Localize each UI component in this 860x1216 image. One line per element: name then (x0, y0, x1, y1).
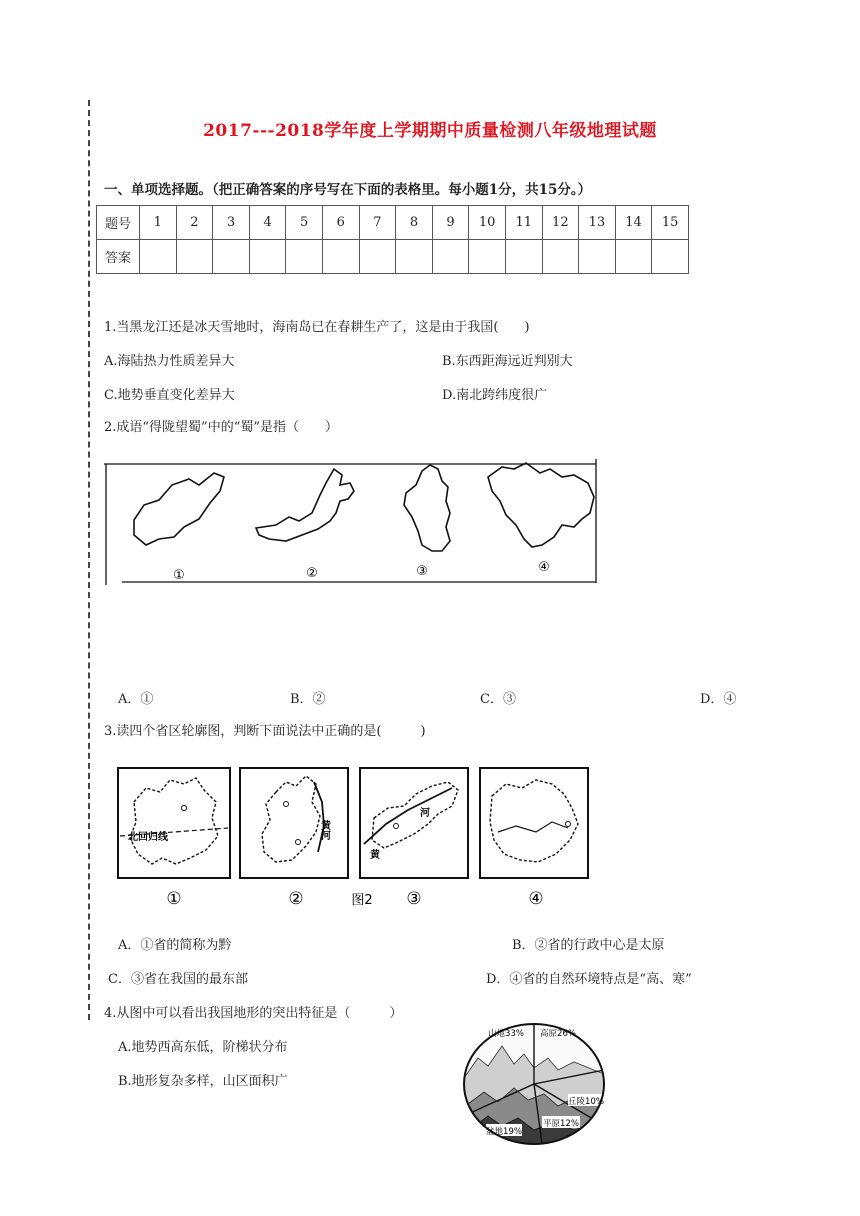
answer-cell[interactable] (542, 240, 579, 274)
map-number-label: ① (166, 889, 182, 909)
answer-cell[interactable] (396, 240, 433, 274)
answer-cell[interactable] (286, 240, 323, 274)
outline-label: ③ (416, 564, 428, 579)
table-cell: 11 (505, 206, 542, 240)
answer-cell[interactable] (579, 240, 616, 274)
table-cell: 14 (615, 206, 652, 240)
pie-label-plateau: 高原26% (540, 1029, 576, 1039)
question-3-stem: 3.读四个省区轮廓图，判断下面说法中正确的是( ) (104, 724, 426, 739)
figure-caption: 图2 (351, 893, 373, 908)
outline-label: ④ (538, 560, 550, 575)
map-number-label: ④ (528, 889, 544, 909)
q2-option-b: B．② (290, 692, 326, 707)
table-cell: 6 (322, 206, 359, 240)
huang-label: 黄 (370, 850, 380, 861)
q4-option-b: B.地形复杂多样，山区面积广 (118, 1074, 288, 1089)
table-row (97, 240, 689, 274)
answer-cell[interactable] (469, 240, 506, 274)
table-cell: 12 (542, 206, 579, 240)
outline-4 (488, 463, 594, 547)
table-row (97, 206, 689, 240)
outline-1 (134, 473, 224, 545)
pie-label-hill: 丘陵10% (568, 1097, 604, 1107)
he-label: 河 (420, 808, 430, 819)
table-cell: 5 (286, 206, 323, 240)
terrain-proportion-pie (458, 1018, 610, 1148)
tropic-label: 北回归线 (128, 832, 168, 843)
huanghe-label: 黄河 (318, 820, 330, 840)
exam-title: 2017---2018学年度上学期期中质量检测八年级地理试题 (203, 121, 657, 141)
outline-3 (404, 465, 450, 551)
pie-label-plain: 平原12% (543, 1119, 579, 1129)
answer-cell[interactable] (615, 240, 652, 274)
q1-option-a: A.海陆热力性质差异大 (104, 354, 235, 369)
q2-option-a: A．① (118, 692, 154, 707)
q3-option-a: A．①省的简称为黔 (118, 938, 232, 953)
binding-margin-line (88, 100, 90, 1020)
answer-cell[interactable] (359, 240, 396, 274)
table-cell: 15 (652, 206, 689, 240)
q2-option-d: D．④ (700, 692, 737, 707)
pie-label-basin: 盆地19% (486, 1127, 522, 1137)
q2-province-outlines-figure (104, 455, 600, 590)
table-cell: 4 (249, 206, 286, 240)
question-1-stem: 1.当黑龙江还是冰天雪地时，海南岛已在春耕生产了，这是由于我国( ) (104, 320, 530, 335)
table-cell: 7 (359, 206, 396, 240)
question-4-stem: 4.从图中可以看出我国地形的突出特征是（ ） (104, 1006, 403, 1021)
row-label-answer: 答案 (97, 240, 140, 274)
pie-label-mountain: 山地33% (488, 1029, 524, 1039)
answer-cell[interactable] (322, 240, 359, 274)
q3-option-d: D．④省的自然环境特点是“高、寒” (486, 972, 692, 987)
q1-option-c: C.地势垂直变化差异大 (104, 388, 235, 403)
outline-2 (256, 469, 354, 541)
table-cell: 2 (176, 206, 213, 240)
table-cell: 13 (579, 206, 616, 240)
answer-table (96, 205, 689, 274)
answer-cell[interactable] (652, 240, 689, 274)
q1-option-b: B.东西距海远近判别大 (442, 354, 573, 369)
section-heading: 一、单项选择题。（把正确答案的序号写在下面的表格里。每小题1分，共15分。） (104, 182, 592, 198)
outline-label: ② (306, 566, 318, 581)
outline-label: ① (173, 568, 185, 583)
answer-cell[interactable] (249, 240, 286, 274)
q3-option-c: C．③省在我国的最东部 (108, 972, 248, 987)
map-number-label: ③ (406, 889, 422, 909)
question-2-stem: 2.成语“得陇望蜀”中的“蜀”是指（ ） (104, 420, 338, 435)
answer-cell[interactable] (505, 240, 542, 274)
q1-option-d: D.南北跨纬度很广 (442, 388, 548, 403)
row-label-number: 题号 (97, 206, 140, 240)
q4-option-a: A.地势西高东低，阶梯状分布 (118, 1040, 288, 1055)
table-cell: 8 (396, 206, 433, 240)
answer-cell[interactable] (432, 240, 469, 274)
answer-cell[interactable] (140, 240, 177, 274)
q2-option-c: C．③ (480, 692, 516, 707)
table-cell: 10 (469, 206, 506, 240)
map-number-label: ② (288, 889, 304, 909)
table-cell: 3 (213, 206, 250, 240)
table-cell: 1 (140, 206, 177, 240)
q3-province-maps-figure (112, 762, 622, 912)
answer-cell[interactable] (213, 240, 250, 274)
q3-option-b: B．②省的行政中心是太原 (512, 938, 665, 953)
answer-cell[interactable] (176, 240, 213, 274)
table-cell: 9 (432, 206, 469, 240)
